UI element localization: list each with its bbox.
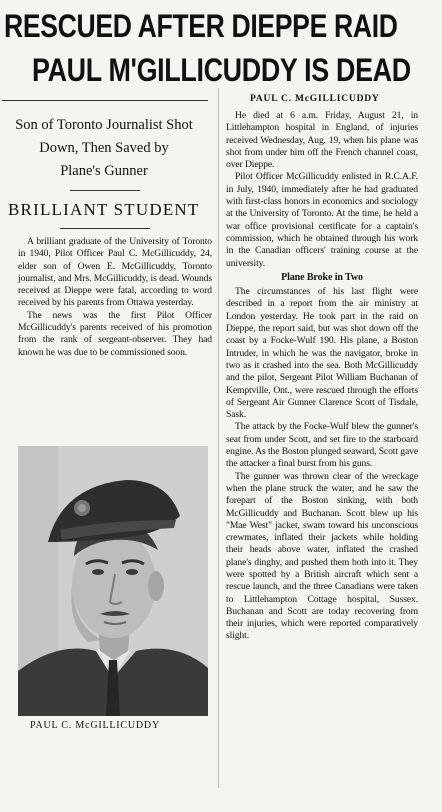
photo-caption: PAUL C. McGILLICUDDY: [30, 720, 160, 731]
right-subhead-plane-broke: Plane Broke in Two: [281, 271, 363, 283]
left-paragraph-1: A brilliant graduate of the University of Toronto in 1940, Pilot Officer Paul C. McGillicuddy, 24, elder son of Owen E. McGillicuddy, Toronto journalist, and Mrs. McGillicuddy, is dead. Wounds received at Dieppe were fatal, according to word received by his parents from Ottawa yesterday.: [18, 236, 212, 309]
right-paragraph-3: The circumstances of his last flight were described in a report from the air ministry at London yesterday. He took part in the raid on Dieppe, the report said, but was shot down off the coast by a Focke-Wulf 190. His plane, a Boston Intruder, in which he was the navigator, broke in two as it crashed into the sea. Both McGillicuddy and the pilot, Sergeant Pilot William Buchanan of Kemptville, Ont., were rescued through the efforts of Sergeant Air Gunner Clarence Scott of Tisdale, Sask.: [226, 286, 418, 421]
left-column-text: [18, 236, 212, 359]
portrait-photo: [18, 446, 208, 716]
deck-rule: [70, 190, 140, 191]
right-column-text: [226, 110, 418, 643]
subhead-brilliant-student: BRILLIANT STUDENT: [8, 200, 200, 219]
right-paragraph-5: The gunner was thrown clear of the wreckage when the plane struck the water, and he saw the forepart of the Boston sinking, with both McGillicuddy and Buchanan. Scott blew up his "Mae West" jacket, swam toward his unconscious crewmates, inflated their jackets while holding their heads above water, inflated the crashed plane's dinghy, and pushed them both into it. They were spotted by a British aircraft which sent a rescue launch, and the three Canadians were taken to Littlehampton Cottage hospital, Sussex. Buchanan and Scott are today recovering from their injuries, which were reported comparatively slight.: [226, 470, 418, 642]
headline-line-1: RESCUED AFTER DIEPPE RAID: [4, 8, 398, 44]
right-paragraph-2: Pilot Officer McGillicuddy enlisted in R.C.A.F. in July, 1940, immediately after he had graduated with first-class honors in economics and sociology at the University of Toronto. At the time, he held a war office provisional certificate for a captain's commission, which he obtained through his work in the Canadian officers' training course at the university.: [226, 171, 418, 269]
left-paragraph-2: The news was the first Pilot Officer McGillicuddy's parents received of his promotion from the rank of sergeant-observer. They had known he was due to be commissioned soon.: [18, 309, 212, 358]
deck-line-3: Plane's Gunner: [60, 163, 148, 179]
right-paragraph-4: The attack by the Focke-Wulf blew the gunner's seat from under Scott, and set fire to the starboard engine. As the Boston plunged seaward, Scott gave the attacker a final burst from his guns.: [226, 421, 418, 470]
byline: PAUL C. McGILLICUDDY: [250, 94, 380, 104]
deck-line-1: Son of Toronto Journalist Shot: [15, 117, 193, 133]
subhead-rule: [60, 228, 150, 229]
column-divider: [218, 88, 220, 788]
headline-line-2: PAUL M'GILLICUDDY IS DEAD: [32, 52, 411, 88]
portrait-image: [18, 446, 208, 716]
right-paragraph-1: He died at 6 a.m. Friday, August 21, in Littlehampton hospital in England, of injuries received Wednesday, Aug. 19, when his plane was shot from under him off the French channel coast, over Dieppe.: [226, 110, 418, 171]
headline-rule: [2, 100, 208, 101]
deck-headline: [4, 114, 204, 183]
deck-line-2: Down, Then Saved by: [39, 140, 169, 156]
